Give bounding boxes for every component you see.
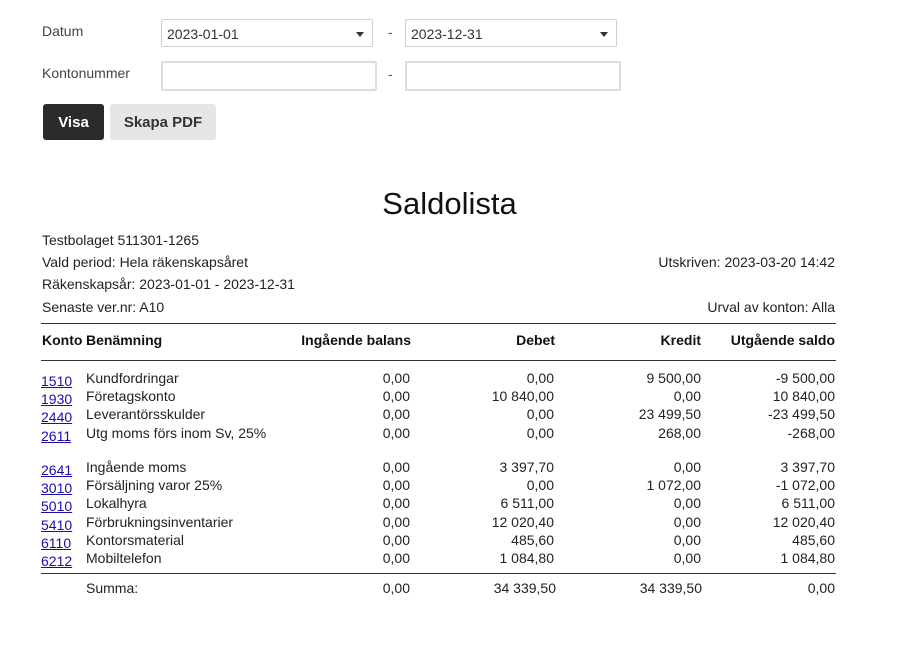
account-name: Mobiltelefon	[86, 550, 162, 566]
account-link[interactable]: 1510	[41, 373, 73, 389]
opening-balance: 0,00	[382, 406, 410, 423]
opening-balance: 0,00	[382, 550, 410, 566]
credit-amount: 0,00	[673, 459, 701, 475]
table-row	[0, 532, 899, 550]
table-top-rule	[41, 323, 836, 324]
table-row	[0, 477, 899, 495]
account-name: Leverantörsskulder	[86, 406, 206, 423]
totals-closing: 0,00	[807, 580, 835, 596]
date-label: Datum	[42, 23, 84, 39]
chevron-down-icon	[600, 32, 608, 37]
credit-amount: 23 499,50	[638, 406, 701, 423]
opening-balance: 0,00	[382, 424, 410, 441]
table-row	[0, 425, 899, 443]
report-title: Saldolista	[382, 186, 517, 221]
opening-balance: 0,00	[382, 531, 410, 548]
totals-opening: 0,00	[382, 580, 410, 596]
account-link[interactable]: 6212	[41, 553, 73, 569]
account-range-separator: -	[388, 66, 393, 82]
account-name: Kundfordringar	[86, 370, 179, 386]
account-name: Kontorsmaterial	[86, 531, 185, 548]
table-row	[0, 459, 899, 477]
date-from-select[interactable]	[161, 19, 373, 47]
closing-balance: -9 500,00	[775, 370, 835, 386]
printed-timestamp: Utskriven: 2023-03-20 14:42	[658, 254, 835, 270]
closing-balance: 10 840,00	[772, 388, 835, 405]
fiscal-year: Räkenskapsår: 2023-01-01 - 2023-12-31	[42, 276, 295, 292]
account-name: Utg moms förs inom Sv, 25%	[86, 424, 267, 441]
table-totals-rule	[41, 573, 836, 574]
col-header-opening-balance: Ingående balans	[301, 332, 411, 348]
opening-balance: 0,00	[382, 388, 410, 405]
totals-debit: 34 339,50	[493, 580, 556, 596]
opening-balance: 0,00	[382, 495, 410, 512]
col-header-debit: Debet	[516, 332, 555, 348]
closing-balance: 6 511,00	[781, 495, 835, 512]
account-link[interactable]: 2641	[41, 462, 73, 478]
table-row	[0, 388, 899, 406]
opening-balance: 0,00	[382, 513, 410, 530]
closing-balance: 3 397,70	[780, 459, 835, 475]
chevron-down-icon	[356, 32, 364, 37]
opening-balance: 0,00	[382, 459, 410, 475]
account-link[interactable]: 5410	[41, 516, 73, 533]
debit-amount: 0,00	[526, 424, 554, 441]
closing-balance: 1 084,80	[780, 550, 835, 566]
totals-label: Summa:	[86, 580, 139, 596]
closing-balance: -1 072,00	[775, 477, 835, 494]
credit-amount: 0,00	[673, 388, 701, 405]
date-to-value: 2023-12-31	[411, 26, 483, 42]
credit-amount: 268,00	[658, 424, 701, 441]
debit-amount: 6 511,00	[500, 495, 554, 512]
account-name: Förbrukningsinventarier	[86, 513, 234, 530]
account-name: Lokalhyra	[86, 495, 147, 512]
closing-balance: 485,60	[792, 531, 835, 548]
account-link[interactable]: 2440	[41, 409, 73, 426]
debit-amount: 12 020,40	[491, 513, 554, 530]
table-header-rule	[41, 360, 836, 361]
selected-period: Vald period: Hela räkenskapsåret	[42, 254, 248, 270]
debit-amount: 485,60	[511, 531, 554, 548]
table-row	[0, 406, 899, 424]
credit-amount: 0,00	[673, 513, 701, 530]
account-name: Företagskonto	[86, 388, 176, 405]
col-header-credit: Kredit	[660, 332, 701, 348]
account-link[interactable]: 3010	[41, 480, 73, 497]
credit-amount: 0,00	[673, 550, 701, 566]
debit-amount: 3 397,70	[499, 459, 554, 475]
col-header-account: Konto	[42, 332, 83, 348]
account-name: Försäljning varor 25%	[86, 477, 223, 494]
table-row	[0, 550, 899, 568]
closing-balance: 12 020,40	[772, 513, 835, 530]
totals-credit: 34 339,50	[639, 580, 702, 596]
closing-balance: -268,00	[787, 424, 835, 441]
create-pdf-button[interactable]: Skapa PDF	[110, 104, 216, 140]
account-from-input[interactable]	[161, 61, 377, 91]
opening-balance: 0,00	[382, 477, 410, 494]
credit-amount: 9 500,00	[646, 370, 701, 386]
debit-amount: 10 840,00	[491, 388, 554, 405]
account-selection: Urval av konton: Alla	[707, 299, 835, 315]
show-button[interactable]: Visa	[43, 104, 104, 140]
col-header-closing-balance: Utgående saldo	[730, 332, 835, 348]
credit-amount: 1 072,00	[646, 477, 701, 494]
closing-balance: -23 499,50	[768, 406, 835, 423]
opening-balance: 0,00	[382, 370, 410, 386]
debit-amount: 1 084,80	[499, 550, 554, 566]
credit-amount: 0,00	[673, 495, 701, 512]
table-row	[0, 370, 899, 388]
date-from-value: 2023-01-01	[167, 26, 239, 42]
credit-amount: 0,00	[673, 531, 701, 548]
account-name: Ingående moms	[86, 459, 187, 475]
date-range-separator: -	[388, 24, 393, 40]
account-number-label: Kontonummer	[42, 65, 130, 81]
account-link[interactable]: 6110	[41, 534, 72, 551]
filter-form	[0, 0, 899, 150]
latest-voucher-number: Senaste ver.nr: A10	[42, 299, 165, 315]
account-link[interactable]: 5010	[41, 498, 73, 515]
col-header-name: Benämning	[86, 332, 163, 348]
debit-amount: 0,00	[526, 477, 554, 494]
company-name: Testbolaget 511301-1265	[42, 232, 199, 248]
account-link[interactable]: 1930	[41, 391, 73, 408]
table-row	[0, 495, 899, 513]
table-row	[0, 514, 899, 532]
date-to-select[interactable]	[405, 19, 617, 47]
account-link[interactable]: 2611	[41, 427, 72, 444]
account-to-input[interactable]	[405, 61, 621, 91]
debit-amount: 0,00	[526, 406, 554, 423]
debit-amount: 0,00	[526, 370, 554, 386]
